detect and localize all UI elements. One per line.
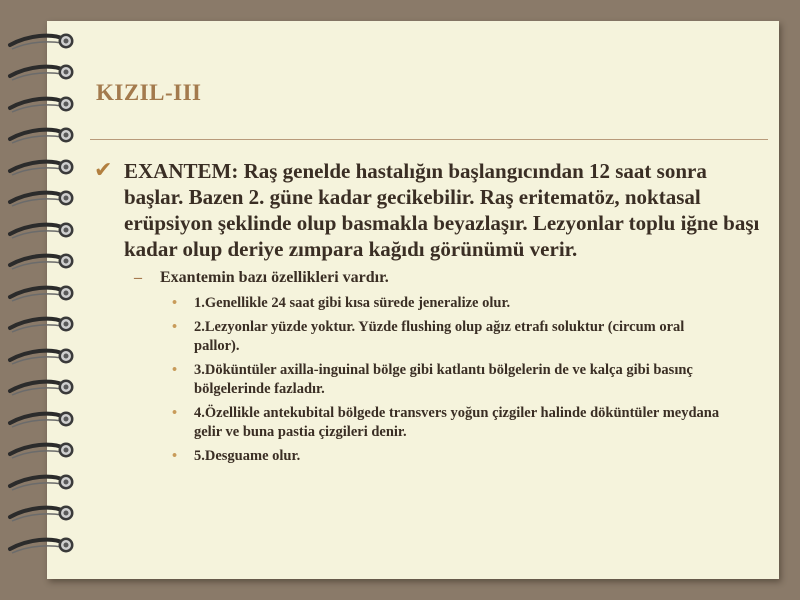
spiral-binding bbox=[0, 0, 90, 600]
feature-text: 3.Döküntüler axilla-inguinal bölge gibi katlantı bölgelerin de ve kalça gibi basınç bölgelerinde fazladır. bbox=[194, 362, 693, 397]
sub-bullet-text: Exantemin bazı özellikleri vardır. bbox=[160, 269, 389, 286]
feature-text: 5.Desguame olur. bbox=[194, 448, 301, 464]
list-item bbox=[172, 361, 732, 399]
slide-title: KIZIL-III bbox=[96, 80, 202, 105]
bullet-dot-icon: • bbox=[172, 405, 178, 421]
list-item bbox=[172, 294, 732, 313]
bullet-dot-icon: • bbox=[172, 295, 178, 311]
list-item bbox=[172, 318, 732, 356]
list-item bbox=[172, 404, 732, 442]
feature-text: 1.Genellikle 24 saat gibi kısa sürede jeneralize olur. bbox=[194, 295, 511, 311]
bullet-dot-icon: • bbox=[172, 362, 178, 378]
feature-text: 2.Lezyonlar yüzde yoktur. Yüzde flushing olup ağız etrafı soluktur (circum oral pallor). bbox=[194, 319, 685, 354]
checkmark-icon: ✔ bbox=[94, 158, 113, 183]
sub-bullet bbox=[134, 268, 764, 288]
bullet-dot-icon: • bbox=[172, 319, 178, 335]
list-item bbox=[172, 447, 732, 466]
dash-icon: – bbox=[134, 269, 142, 286]
feature-list bbox=[94, 294, 764, 466]
slide-body bbox=[94, 158, 764, 471]
title-divider bbox=[90, 139, 768, 140]
main-bullet bbox=[94, 158, 764, 262]
bullet-dot-icon: • bbox=[172, 448, 178, 464]
main-bullet-text: EXANTEM: Raş genelde hastalığın başlangıcından 12 saat sonra başlar. Bazen 2. güne kadar gecikebilir. Raş eritematöz, noktasal erüpsiyon şeklinde olup basmakla beyazlaşır. Lezyonlar toplu iğne başı kadar olup deriye zımpara kağıdı görünümü verir. bbox=[124, 159, 760, 261]
feature-text: 4.Özellikle antekubital bölgede transvers yoğun çizgiler halinde döküntüler meydana gelir ve buna pastia çizgileri denir. bbox=[194, 405, 720, 440]
